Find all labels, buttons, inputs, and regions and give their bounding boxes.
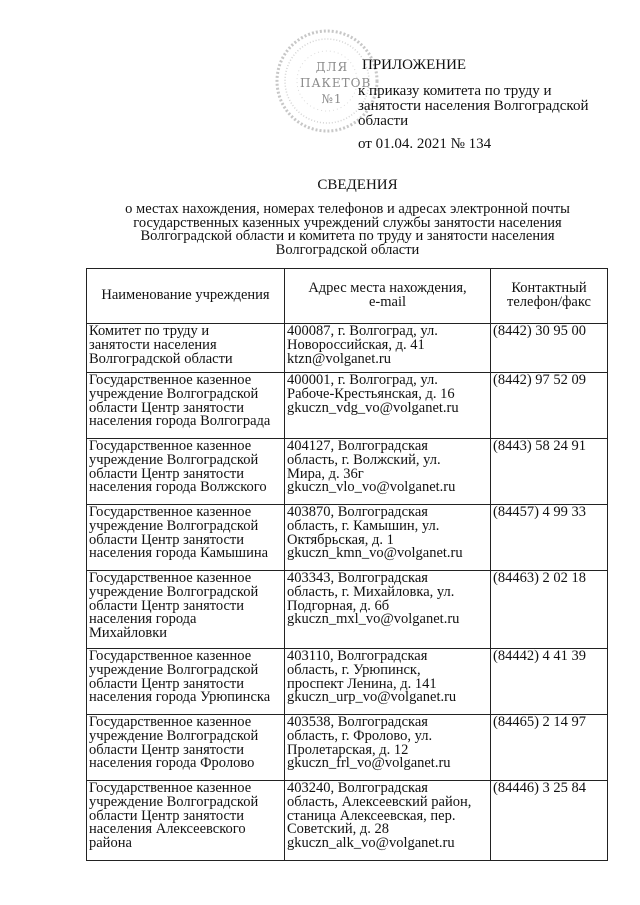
name-line: занятости населения — [89, 336, 217, 353]
table-row — [87, 439, 608, 505]
name-line: Комитет по труду и — [89, 323, 210, 339]
address-line: gkuczn_urp_vo@volganet.ru — [287, 689, 457, 706]
cell-name — [87, 373, 285, 439]
cell-phone — [491, 649, 608, 715]
document-subtitle — [100, 203, 595, 257]
subtitle-line: Волгоградской области и комитета по труду и занятости населения — [140, 228, 555, 244]
name-line: населения города Волжского — [89, 479, 267, 496]
address-line: 403110, Волгоградская — [287, 648, 428, 664]
name-line: области Центр занятости — [89, 675, 245, 692]
subtitle-line: Волгоградской области — [275, 241, 420, 258]
header-phone-line: Контактный — [511, 280, 587, 297]
cell-name — [87, 324, 285, 373]
table-header-row — [87, 269, 608, 324]
name-line: учреждение Волгоградской — [89, 517, 259, 534]
cell-address — [285, 324, 491, 373]
address-line: проспект Ленина, д. 141 — [287, 675, 437, 692]
phone-text: (84465) 2 14 97 — [493, 714, 587, 730]
name-line: населения города Урюпинска — [89, 689, 271, 706]
name-line: учреждение Волгоградской — [89, 661, 259, 678]
document-title: СВЕДЕНИЯ — [317, 177, 398, 193]
cell-phone — [491, 324, 608, 373]
header-phone-line: телефон/факс — [506, 294, 591, 310]
address-line: gkuczn_alk_vo@volganet.ru — [287, 835, 455, 852]
stamp-text-3: №1 — [321, 92, 343, 106]
cell-name — [87, 781, 285, 861]
name-line: Михайловки — [89, 625, 168, 642]
cell-address — [285, 649, 491, 715]
address-line: Советский, д. 28 — [287, 821, 390, 838]
address-line: область, г. Камышин, ул. — [287, 517, 440, 534]
cell-phone — [491, 571, 608, 649]
cell-phone — [491, 781, 608, 861]
cell-phone — [491, 439, 608, 505]
address-line: область, Алексеевский район, — [287, 793, 472, 810]
address-line: gkuczn_vlo_vo@volganet.ru — [287, 479, 456, 496]
name-line: района — [89, 835, 132, 852]
cell-address — [285, 715, 491, 781]
table-row — [87, 324, 608, 373]
address-line: область, г. Михайловка, ул. — [287, 583, 455, 600]
address-line: Новороссийская, д. 41 — [287, 336, 425, 353]
cell-name — [87, 439, 285, 505]
subtitle-line: о местах нахождения, номерах телефонов и адресах электронной почты — [125, 201, 570, 217]
cell-name — [87, 505, 285, 571]
subtitle-line: государственных казенных учреждений службы занятости населения — [133, 214, 562, 231]
address-line: gkuczn_frl_vo@volganet.ru — [287, 755, 451, 772]
address-line: Подгорная, д. 6б — [287, 597, 390, 614]
address-line: 400001, г. Волгоград, ул. — [287, 372, 438, 388]
cell-address — [285, 505, 491, 571]
table-row — [87, 715, 608, 781]
table-body — [87, 324, 608, 861]
stamp-text-2: ПАКЕТОВ — [300, 76, 372, 90]
name-line: населения города Волгограда — [89, 413, 271, 430]
name-line: учреждение Волгоградской — [89, 451, 259, 468]
appendix-date: от 01.04. 2021 № 134 — [358, 136, 492, 152]
name-line: области Центр занятости — [89, 807, 245, 824]
name-line: учреждение Волгоградской — [89, 793, 259, 810]
appendix-heading: ПРИЛОЖЕНИЕ — [362, 57, 467, 73]
name-line: Государственное казенное — [89, 648, 252, 664]
header-address-line: e-mail — [368, 294, 407, 310]
header-name-text: Наименование учреждения — [101, 287, 270, 304]
cell-address — [285, 373, 491, 439]
appendix-line-1: к приказу комитета по труду и — [358, 83, 552, 99]
name-line: учреждение Волгоградской — [89, 727, 259, 744]
name-line: учреждение Волгоградской — [89, 385, 259, 402]
address-line: 403343, Волгоградская — [287, 570, 428, 586]
name-line: населения Алексеевского — [89, 821, 246, 838]
appendix-line-3: области — [358, 113, 409, 129]
header-address-line: Адрес места нахождения, — [308, 280, 467, 297]
phone-text: (8442) 97 52 09 — [493, 372, 587, 388]
stamp-text-1: ДЛЯ — [315, 60, 349, 74]
name-line: области Центр занятости — [89, 465, 245, 482]
address-line: gkuczn_mxl_vo@volganet.ru — [287, 611, 460, 628]
name-line: области Центр занятости — [89, 399, 245, 416]
address-line: gkuczn_vdg_vo@volganet.ru — [287, 399, 459, 416]
cell-name — [87, 715, 285, 781]
address-line: Рабоче-Крестьянская, д. 16 — [287, 385, 455, 402]
phone-text: (84457) 4 99 33 — [493, 504, 587, 520]
name-line: области Центр занятости — [89, 531, 245, 548]
table-row — [87, 571, 608, 649]
name-line: населения города — [89, 611, 197, 628]
cell-name — [87, 571, 285, 649]
cell-address — [285, 439, 491, 505]
address-line: ktzn@volganet.ru — [287, 350, 391, 367]
table-row — [87, 649, 608, 715]
header-phone — [491, 269, 608, 324]
phone-text: (8442) 30 95 00 — [493, 323, 587, 339]
name-line: Государственное казенное — [89, 504, 252, 520]
cell-name — [87, 649, 285, 715]
address-line: 403870, Волгоградская — [287, 504, 428, 520]
address-line: Октябрьская, д. 1 — [287, 531, 394, 548]
appendix-line-2: занятости населения Волгоградской — [358, 98, 589, 114]
table-row — [87, 781, 608, 861]
table-row — [87, 505, 608, 571]
address-line: Пролетарская, д. 12 — [287, 741, 409, 758]
cell-phone — [491, 505, 608, 571]
name-line: Государственное казенное — [89, 372, 252, 388]
cell-address — [285, 571, 491, 649]
address-line: 400087, г. Волгоград, ул. — [287, 323, 438, 339]
name-line: Государственное казенное — [89, 570, 252, 586]
name-line: области Центр занятости — [89, 597, 245, 614]
name-line: учреждение Волгоградской — [89, 583, 259, 600]
name-line: Государственное казенное — [89, 780, 252, 796]
address-line: 403538, Волгоградская — [287, 714, 428, 730]
name-line: Государственное казенное — [89, 438, 252, 454]
header-address — [285, 269, 491, 324]
phone-text: (84442) 4 41 39 — [493, 648, 587, 664]
header-name — [87, 269, 285, 324]
address-line: область, г. Урюпинск, — [287, 661, 421, 678]
name-line: Государственное казенное — [89, 714, 252, 730]
name-line: населения города Камышина — [89, 545, 269, 562]
address-line: область, г. Волжский, ул. — [287, 451, 441, 468]
address-line: 404127, Волгоградская — [287, 438, 428, 454]
phone-text: (84446) 3 25 84 — [493, 780, 587, 796]
name-line: Волгоградской области — [89, 350, 233, 367]
address-line: gkuczn_kmn_vo@volganet.ru — [287, 545, 463, 562]
table-row — [87, 373, 608, 439]
address-line: 403240, Волгоградская — [287, 780, 428, 796]
address-line: станица Алексеевская, пер. — [287, 807, 456, 824]
address-line: Мира, д. 36г — [287, 465, 364, 482]
phone-text: (84463) 2 02 18 — [493, 570, 587, 586]
name-line: населения города Фролово — [89, 755, 255, 772]
cell-address — [285, 781, 491, 861]
name-line: области Центр занятости — [89, 741, 245, 758]
institutions-table — [86, 268, 608, 861]
address-line: область, г. Фролово, ул. — [287, 727, 433, 744]
cell-phone — [491, 715, 608, 781]
phone-text: (8443) 58 24 91 — [493, 438, 587, 454]
cell-phone — [491, 373, 608, 439]
